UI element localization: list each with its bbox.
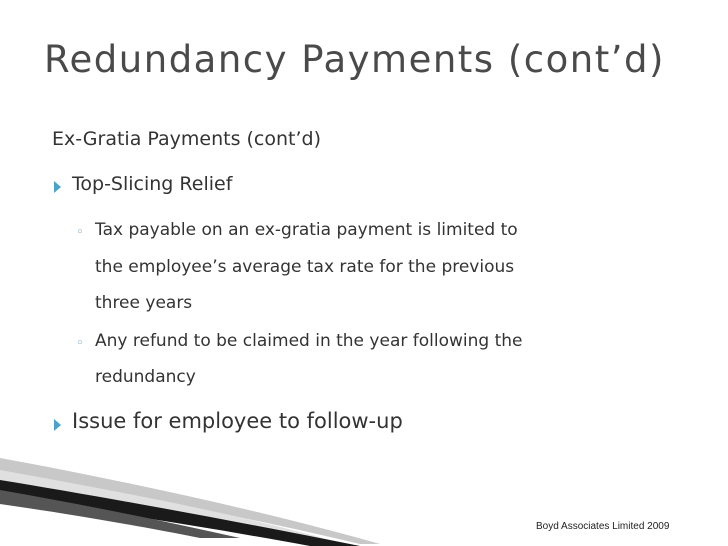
sub-bullet-line: Any refund to be claimed in the year following the xyxy=(95,331,523,351)
bullet-top-slicing: Top-Slicing Relief xyxy=(72,173,233,195)
sub-bullet-line: three years xyxy=(95,293,193,313)
sub-bullet-line: redundancy xyxy=(95,367,196,387)
heading-ex-gratia: Ex-Gratia Payments (cont’d) xyxy=(52,128,321,150)
triangle-bullet-icon xyxy=(54,419,61,431)
sub-bullet-line: the employee’s average tax rate for the previous xyxy=(95,257,515,277)
triangle-bullet-icon xyxy=(54,181,61,193)
sub-bullet-line: Tax payable on an ex-gratia payment is limited to xyxy=(95,220,518,240)
circle-bullet-icon: ◦ xyxy=(76,336,84,351)
circle-bullet-icon: ◦ xyxy=(76,225,84,240)
footer-credit: Boyd Associates Limited 2009 xyxy=(536,521,670,532)
slide-title: Redundancy Payments (cont’d) xyxy=(44,38,665,81)
bullet-issue: Issue for employee to follow-up xyxy=(72,409,403,433)
